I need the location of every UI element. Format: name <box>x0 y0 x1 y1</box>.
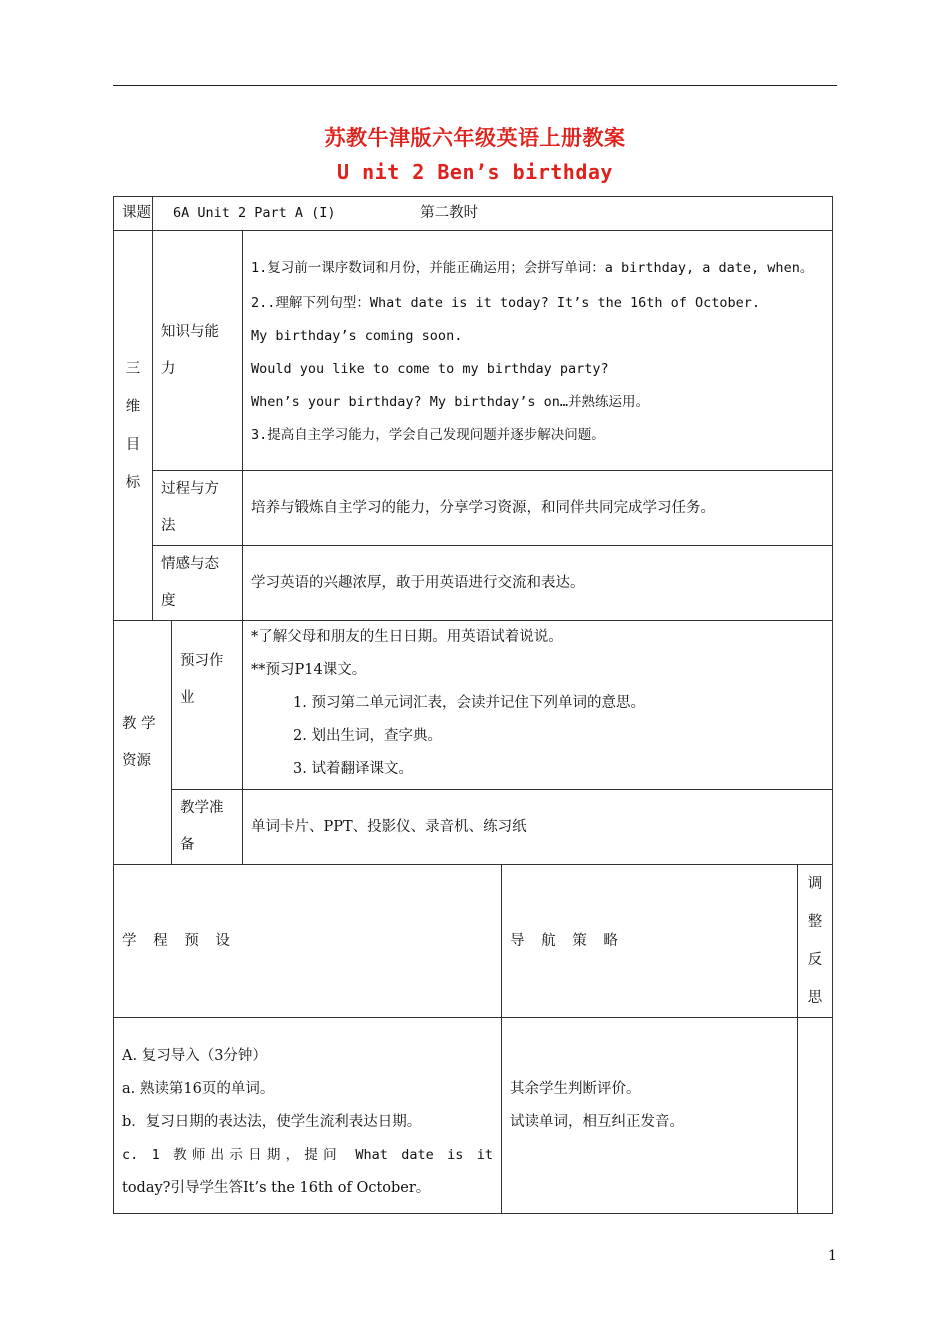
document-subtitle: U nit 2 Ben’s birthday <box>337 160 613 184</box>
prep-content: 单词卡片、PPT、投影仪、录音机、练习纸 <box>243 790 833 865</box>
prep-label: 教学准 备 <box>172 790 243 865</box>
plan-header-row <box>114 865 833 1018</box>
plan-line: A. 复习导入（3分钟） <box>122 1048 267 1064</box>
document-title: 苏教牛津版六年级英语上册教案 <box>324 125 626 150</box>
strategy-line: 试读单词，相互纠正发音。 <box>510 1114 684 1130</box>
goals-group-label: 三 维 目 标 <box>114 231 153 621</box>
strategy-line: 其余学生判断评价。 <box>510 1081 641 1097</box>
resources-preview-row <box>114 621 833 790</box>
plan-strategy-header: 导 航 策 略 <box>502 865 798 1018</box>
preview-line: **预习P14课文。 <box>251 662 367 678</box>
knowledge-content <box>243 231 833 471</box>
goals-emotion-row <box>114 546 833 621</box>
knowledge-line: 1.复习前一课序数词和月份，并能正确运用；会拼写单词：a birthday, a date, when。 <box>251 260 814 276</box>
emotion-content: 学习英语的兴趣浓厚，敢于用英语进行交流和表达。 <box>243 546 833 621</box>
process-content: 培养与锻炼自主学习的能力，分享学习资源，和同伴共同完成学习任务。 <box>243 471 833 546</box>
topic-value: 6A Unit 2 Part A (I) <box>173 205 336 221</box>
topic-label: 课题 <box>114 197 153 231</box>
preview-content <box>243 621 833 790</box>
plan-content-row <box>114 1018 833 1214</box>
goals-knowledge-row <box>114 231 833 471</box>
lesson-number: 第二教时 <box>420 205 479 221</box>
plan-line: c. 1 教师出示日期，提问 What date is it <box>122 1147 493 1163</box>
resources-group-label: 教 学 资源 <box>114 621 172 865</box>
emotion-label: 情感与态 度 <box>153 546 243 621</box>
knowledge-line: Would you like to come to my birthday party? <box>251 361 609 377</box>
plan-line: a. 熟读第16页的单词。 <box>122 1081 275 1097</box>
plan-strategy-content <box>502 1018 798 1214</box>
plan-line: b．复习日期的表达法，使学生流利表达日期。 <box>122 1114 422 1130</box>
goals-process-row <box>114 471 833 546</box>
preview-line: *了解父母和朋友的生日日期。用英语试着说说。 <box>251 629 563 645</box>
plan-line: today?引导学生答It’s the 16th of October。 <box>122 1180 431 1196</box>
preview-line: 3. 试着翻译课文。 <box>293 761 413 777</box>
knowledge-line: When’s your birthday? My birthday’s on…并熟练运用。 <box>251 394 649 410</box>
plan-process-content <box>114 1018 502 1214</box>
lesson-plan-table <box>113 196 833 1214</box>
plan-reflect-content <box>798 1018 833 1214</box>
topic-value-cell <box>153 197 833 231</box>
knowledge-line: 2..理解下列句型：What date is it today? It’s the 16th of October. <box>251 295 761 311</box>
knowledge-line: My birthday’s coming soon. <box>251 328 463 344</box>
preview-line: 2. 划出生词，查字典。 <box>293 728 442 744</box>
plan-process-header: 学 程 预 设 <box>114 865 502 1018</box>
preview-label: 预习作 业 <box>172 621 243 790</box>
header-rule <box>113 85 837 86</box>
page-number: 1 <box>828 1248 837 1264</box>
process-label: 过程与方 法 <box>153 471 243 546</box>
knowledge-label: 知识与能 力 <box>153 231 243 471</box>
resources-prep-row <box>114 790 833 865</box>
preview-line: 1. 预习第二单元词汇表，会读并记住下列单词的意思。 <box>293 695 645 711</box>
plan-reflect-header: 调 整 反 思 <box>798 865 833 1018</box>
topic-row <box>114 197 833 231</box>
knowledge-line: 3.提高自主学习能力，学会自己发现问题并逐步解决问题。 <box>251 427 605 443</box>
